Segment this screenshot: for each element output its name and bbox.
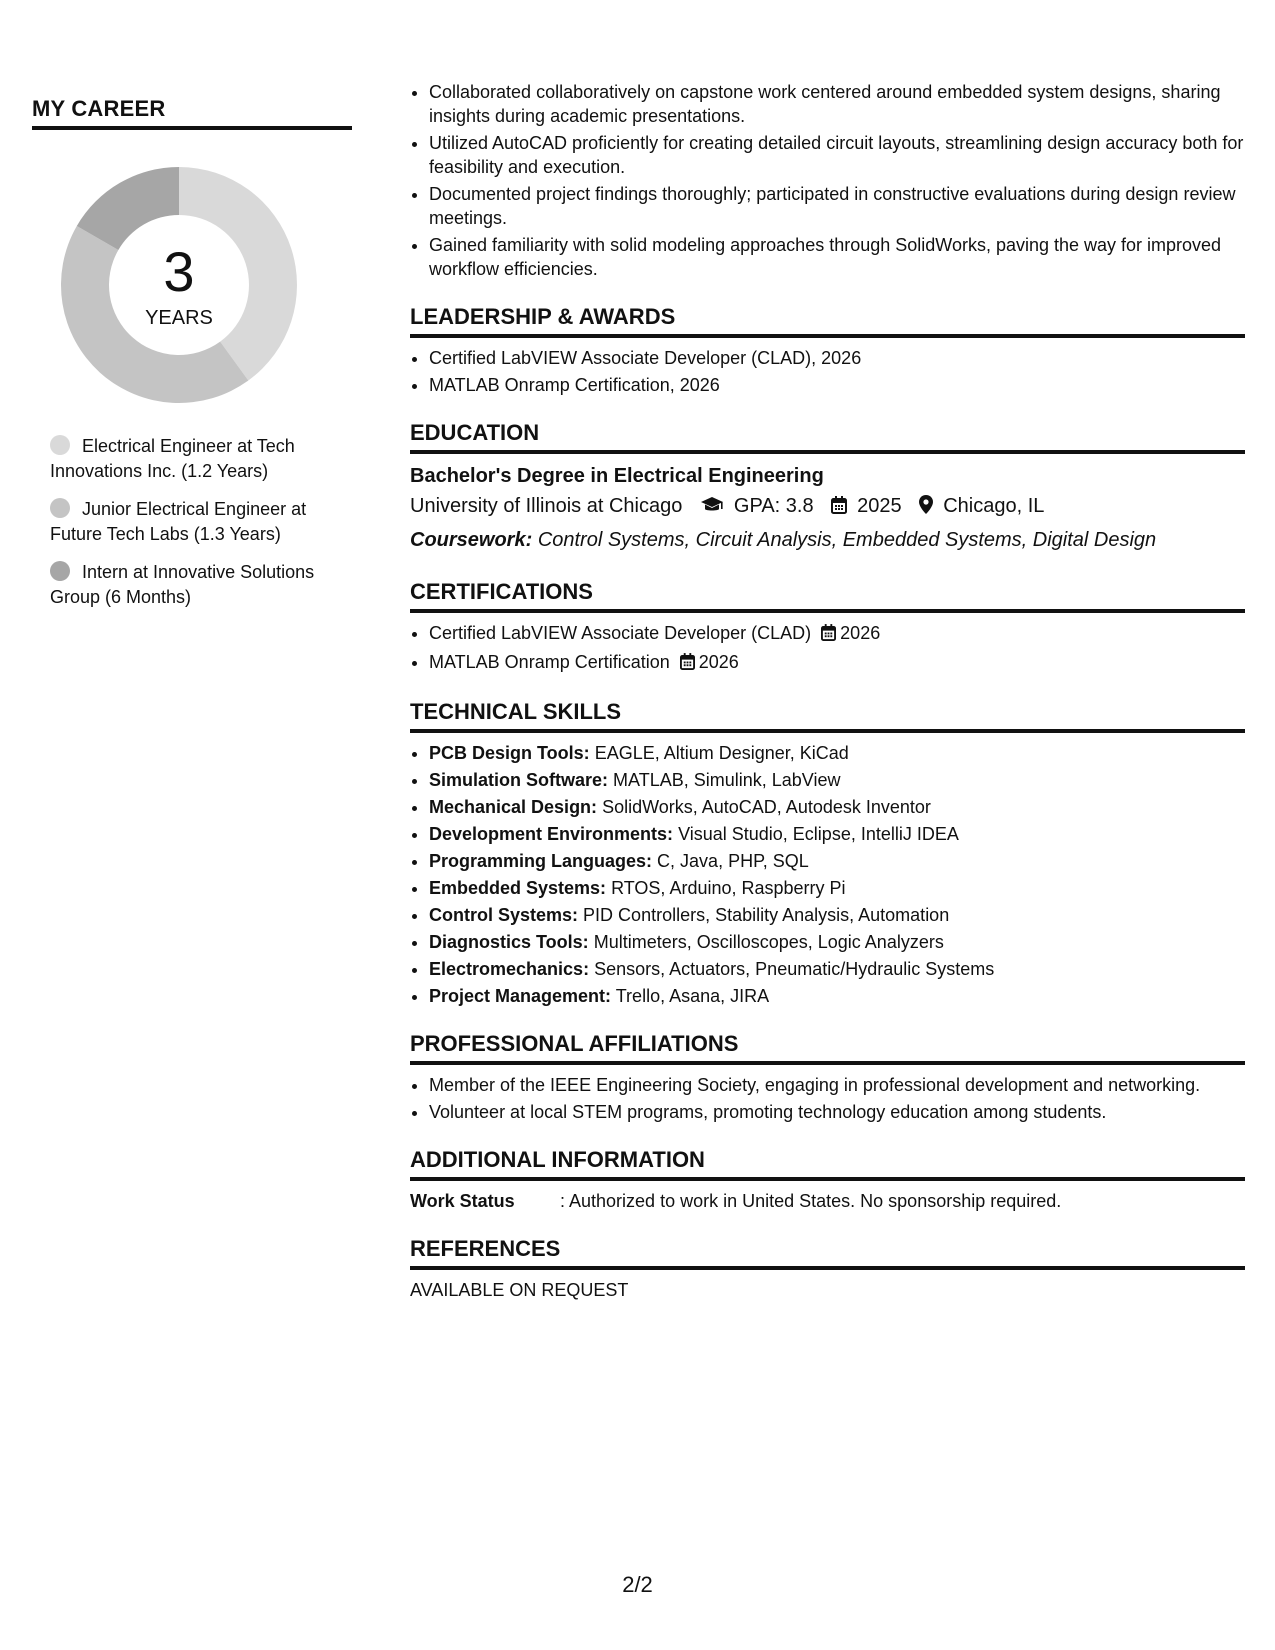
legend-item <box>50 560 340 610</box>
skill-label: Mechanical Design: <box>429 797 598 817</box>
skill-item <box>429 741 1245 765</box>
education-details <box>410 490 1245 524</box>
experience-bullets <box>410 80 1245 281</box>
references-title: REFERENCES <box>410 1235 1245 1270</box>
skill-item <box>429 957 1245 981</box>
skill-label: Programming Languages: <box>429 851 653 871</box>
experience-bullet: • Gained familiarity with solid modeling approaches through SolidWorks, paving the way for improved workflow efficiencies. <box>429 233 1245 281</box>
certification-name: Certified LabVIEW Associate Developer (CLAD) <box>429 623 812 643</box>
education-school: University of Illinois at Chicago <box>410 495 683 517</box>
certification-year: 2026 <box>840 623 881 643</box>
sidebar <box>32 96 352 623</box>
additional-title: ADDITIONAL INFORMATION <box>410 1146 1245 1181</box>
career-donut-chart <box>54 160 304 410</box>
skill-value: RTOS, Arduino, Raspberry Pi <box>611 878 846 898</box>
certifications-title: CERTIFICATIONS <box>410 578 1245 613</box>
coursework-value: Control Systems, Circuit Analysis, Embedded Systems, Digital Design <box>537 529 1157 551</box>
work-status-value: : Authorized to work in United States. No sponsorship required. <box>560 1191 1062 1211</box>
skill-label: Diagnostics Tools: <box>429 932 589 952</box>
total-years-unit: YEARS <box>145 307 213 329</box>
skill-value: Visual Studio, Eclipse, IntelliJ IDEA <box>678 824 959 844</box>
skill-label: PCB Design Tools: <box>429 743 590 763</box>
skill-value: PID Controllers, Stability Analysis, Automation <box>583 905 950 925</box>
skill-label: Embedded Systems: <box>429 878 607 898</box>
certification-item <box>429 650 1245 676</box>
skill-label: Simulation Software: <box>429 770 609 790</box>
leadership-item: • Certified LabVIEW Associate Developer (CLAD), 2026 <box>429 346 1245 370</box>
leadership-title: LEADERSHIP & AWARDS <box>410 303 1245 338</box>
skill-item <box>429 903 1245 927</box>
experience-bullet: • Utilized AutoCAD proficiently for creating detailed circuit layouts, streamlining design accuracy both for feasibility and execution. <box>429 131 1245 179</box>
certification-name: MATLAB Onramp Certification <box>429 652 670 672</box>
education-gpa: GPA: 3.8 <box>733 495 814 517</box>
graduation-cap-icon <box>700 492 724 524</box>
skill-value: Multimeters, Oscilloscopes, Logic Analyzers <box>593 932 944 952</box>
page-number: 2/2 <box>622 1572 653 1597</box>
affiliation-item: • Member of the IEEE Engineering Society, engaging in professional development and networking. <box>429 1073 1245 1097</box>
legend-label: Junior Electrical Engineer at Future Tech Labs (1.3 Years) <box>50 499 307 544</box>
legend-dot <box>50 561 70 581</box>
skill-item <box>429 822 1245 846</box>
education-title: EDUCATION <box>410 419 1245 454</box>
legend-item <box>50 497 340 547</box>
experience-bullet: • Collaborated collaboratively on capstone work centered around embedded system designs, sharing insights during academic presentations. <box>429 80 1245 128</box>
education-degree: Bachelor's Degree in Electrical Engineering <box>410 465 824 487</box>
skills-list <box>410 741 1245 1008</box>
legend-dot <box>50 498 70 518</box>
legend-label: Electrical Engineer at Tech Innovations Inc. (1.2 Years) <box>50 436 295 481</box>
skill-value: C, Java, PHP, SQL <box>657 851 809 871</box>
legend-dot <box>50 435 70 455</box>
total-years-value: 3 <box>163 240 195 303</box>
skill-item <box>429 849 1245 873</box>
skill-label: Electromechanics: <box>429 959 590 979</box>
affiliations-list <box>410 1073 1245 1124</box>
coursework-label: Coursework: <box>410 529 533 551</box>
legend-label: Intern at Innovative Solutions Group (6 Months) <box>50 562 315 607</box>
certification-year: 2026 <box>698 652 739 672</box>
certification-item <box>429 621 1245 647</box>
skill-item <box>429 876 1245 900</box>
certifications-list <box>410 621 1245 676</box>
skill-item <box>429 795 1245 819</box>
career-title: MY CAREER <box>32 96 352 130</box>
skill-value: Sensors, Actuators, Pneumatic/Hydraulic Systems <box>594 959 995 979</box>
career-legend <box>50 434 340 610</box>
skill-item <box>429 768 1245 792</box>
skill-label: Development Environments: <box>429 824 674 844</box>
skill-item <box>429 930 1245 954</box>
skill-value: MATLAB, Simulink, LabView <box>613 770 841 790</box>
leadership-list <box>410 346 1245 397</box>
work-status-label: Work Status <box>410 1191 515 1211</box>
references-text: AVAILABLE ON REQUEST <box>410 1280 629 1300</box>
main-content <box>410 80 1245 1302</box>
calendar-icon <box>831 492 847 524</box>
leadership-item: • MATLAB Onramp Certification, 2026 <box>429 373 1245 397</box>
skill-value: Trello, Asana, JIRA <box>615 986 770 1006</box>
work-status-row <box>410 1189 1245 1213</box>
calendar-icon <box>680 652 695 676</box>
education-coursework <box>410 524 1245 556</box>
affiliations-title: PROFESSIONAL AFFILIATIONS <box>410 1030 1245 1065</box>
skill-item <box>429 984 1245 1008</box>
skill-value: EAGLE, Altium Designer, KiCad <box>594 743 849 763</box>
skills-title: TECHNICAL SKILLS <box>410 698 1245 733</box>
legend-item <box>50 434 340 484</box>
skill-value: SolidWorks, AutoCAD, Autodesk Inventor <box>602 797 931 817</box>
experience-bullet: • Documented project findings thoroughly; participated in constructive evaluations during design review meetings. <box>429 182 1245 230</box>
location-pin-icon <box>919 492 933 524</box>
calendar-icon <box>821 623 836 647</box>
skill-label: Project Management: <box>429 986 612 1006</box>
skill-label: Control Systems: <box>429 905 579 925</box>
affiliation-item: • Volunteer at local STEM programs, promoting technology education among students. <box>429 1100 1245 1124</box>
education-year: 2025 <box>857 495 902 517</box>
education-location: Chicago, IL <box>943 495 1045 517</box>
